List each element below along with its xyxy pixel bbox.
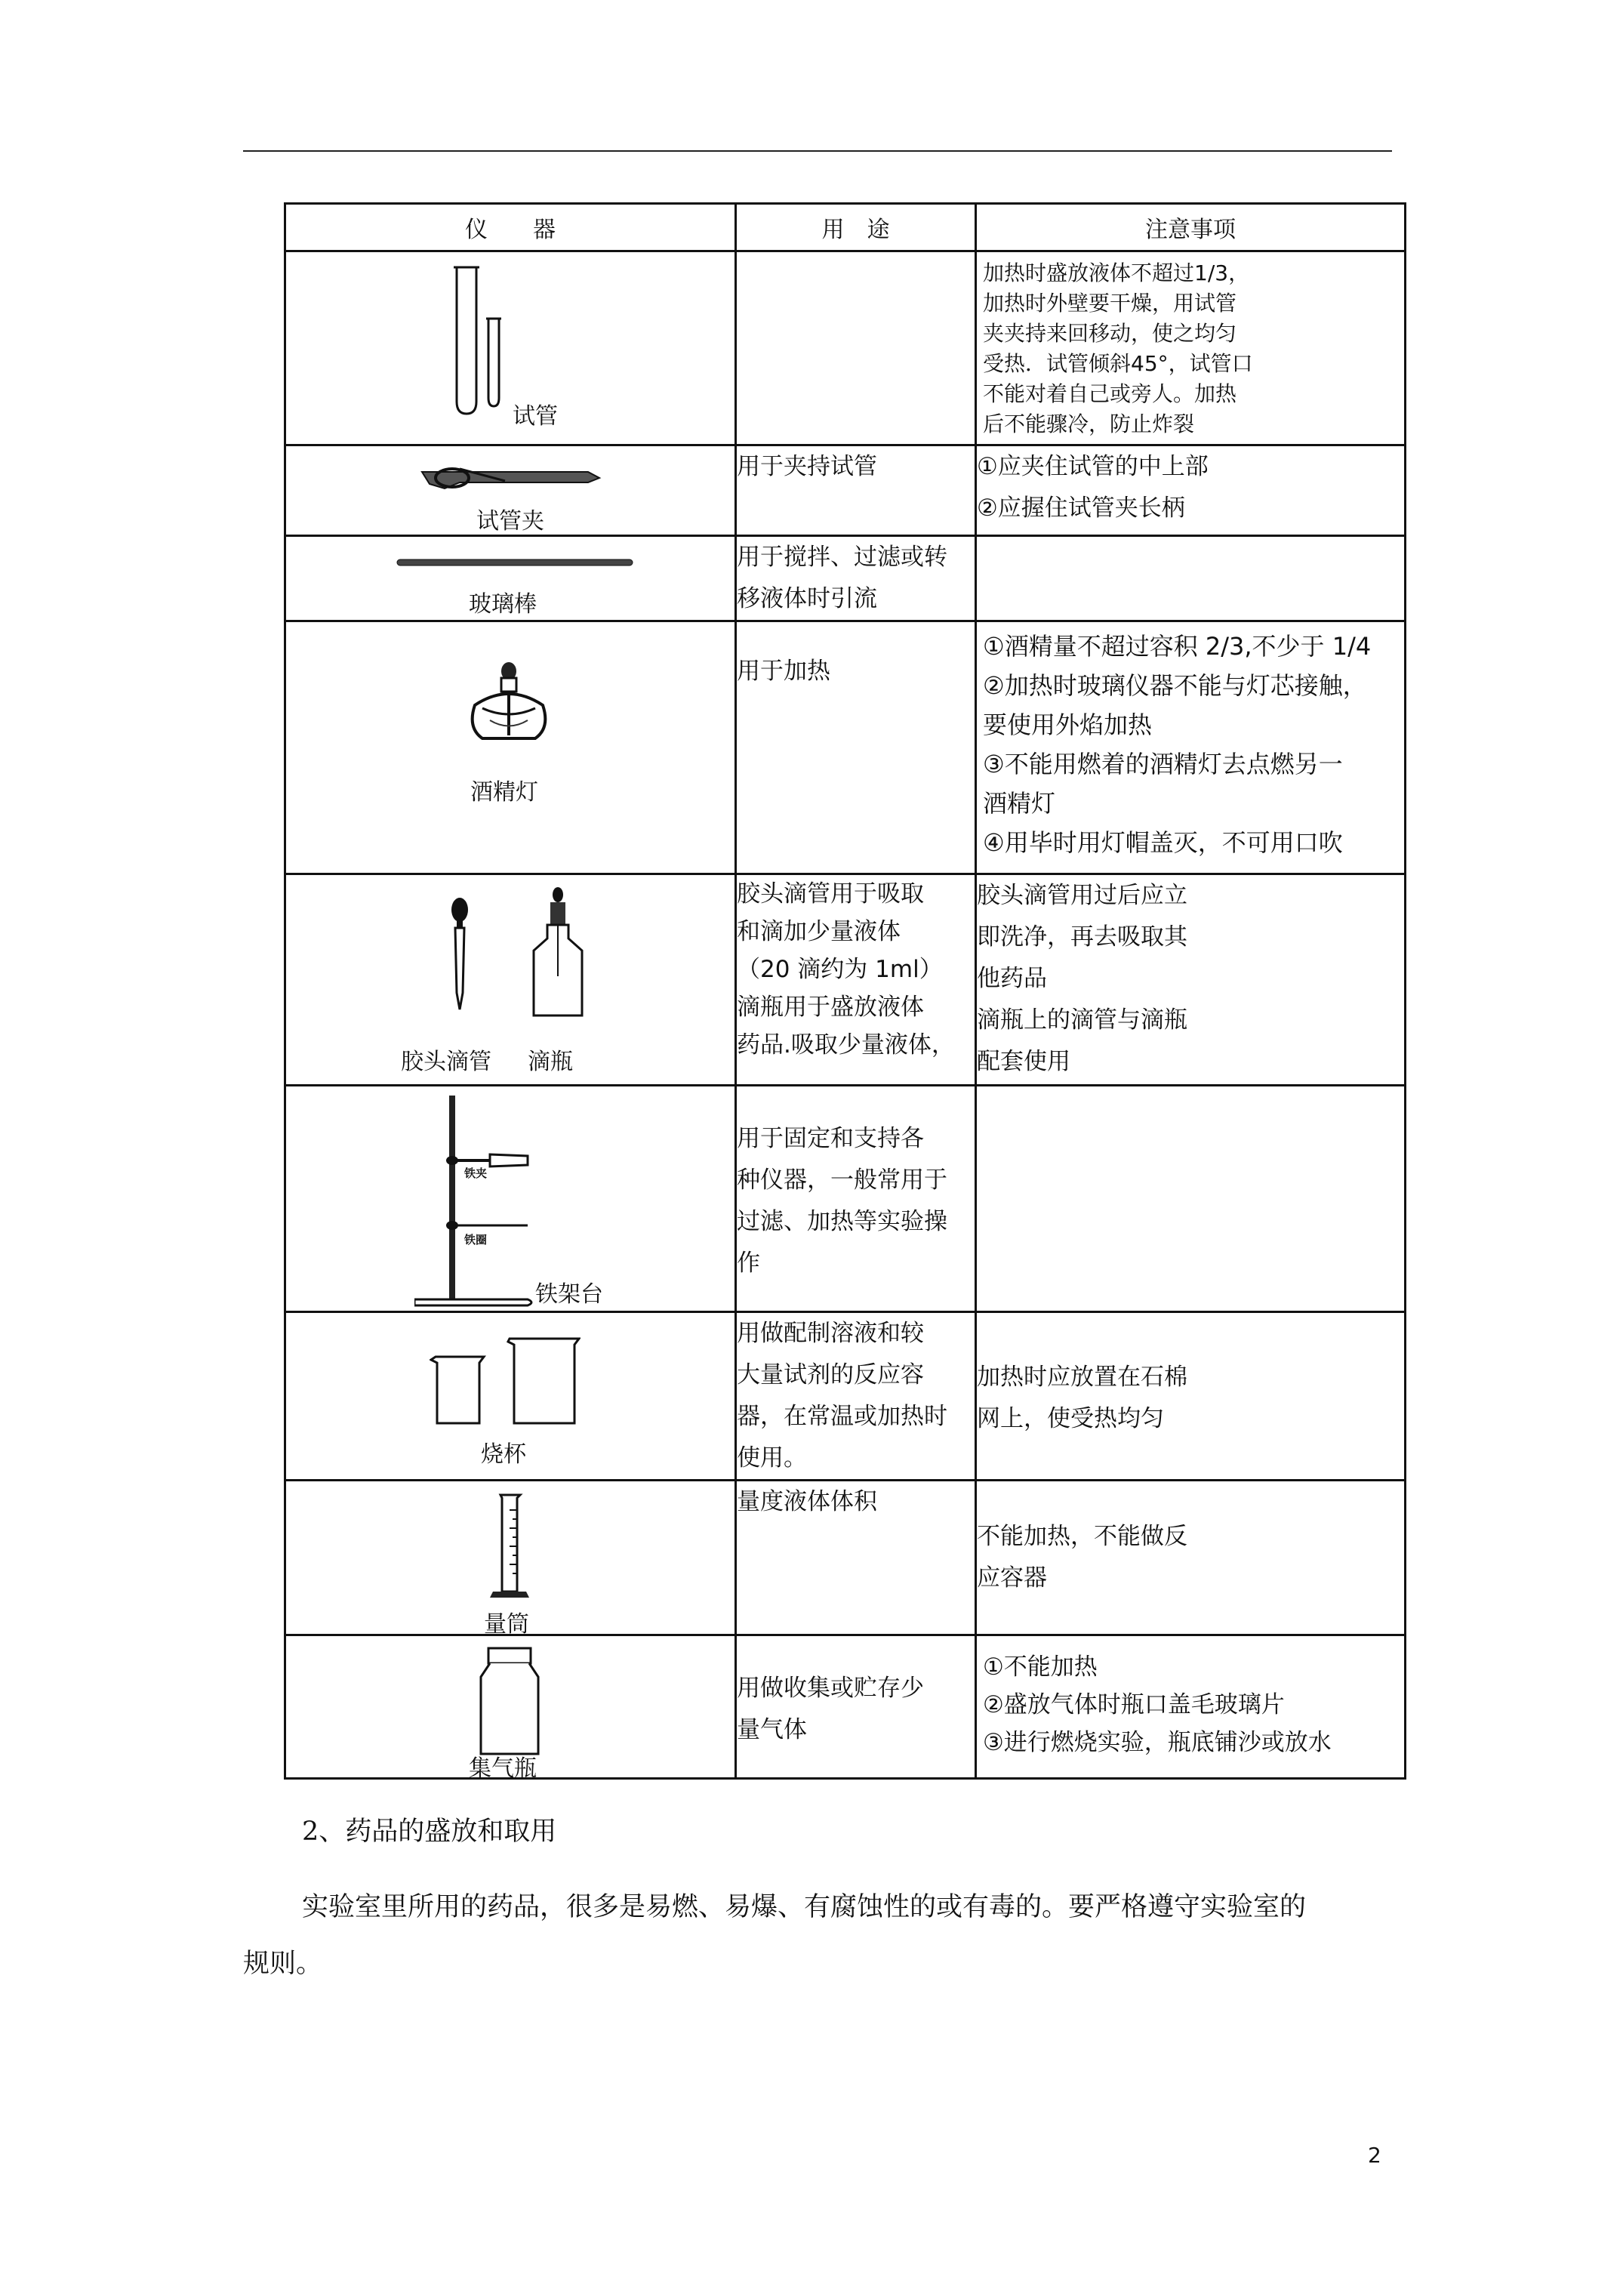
paragraph-line-2: 规则。	[243, 1949, 323, 1979]
glass-rod-icon	[396, 555, 637, 570]
note-line: ①不能加热	[983, 1653, 1098, 1681]
header-notes: 注意事项	[976, 204, 1406, 251]
usage-line: 移液体时引流	[737, 585, 877, 612]
instrument-name: 酒精灯	[470, 779, 538, 806]
note-line: ②加热时玻璃仪器不能与灯芯接触，	[983, 671, 1367, 700]
instrument-name: 集气瓶	[469, 1755, 537, 1782]
instrument-cell	[285, 1086, 736, 1312]
usage-cell	[736, 1312, 976, 1481]
instrument-cell	[285, 621, 736, 874]
header-usage: 用 途	[736, 204, 976, 251]
gas-jar-icon	[472, 1647, 547, 1760]
instrument-name-2: 滴瓶	[528, 1049, 573, 1075]
usage-line: 器，在常温或加热时	[737, 1403, 947, 1430]
table-row	[285, 621, 1406, 874]
note-line: ②盛放气体时瓶口盖毛玻璃片	[983, 1691, 1285, 1718]
table-row	[285, 1312, 1406, 1481]
notes-cell	[976, 251, 1406, 445]
usage-line: 量度液体体积	[737, 1488, 877, 1515]
notes-cell	[976, 1086, 1406, 1312]
usage-line: 种仪器，一般常用于	[737, 1166, 947, 1194]
test-tube-icon	[452, 266, 505, 417]
iron-ring-label: 铁圈	[464, 1233, 488, 1247]
table-row	[285, 536, 1406, 621]
notes-cell	[976, 621, 1406, 874]
instrument-cell	[285, 1481, 736, 1638]
table-row	[285, 874, 1406, 1086]
usage-line: 滴瓶用于盛放液体	[737, 994, 924, 1021]
usage-line: 大量试剂的反应容	[737, 1361, 924, 1388]
notes-cell	[976, 874, 1406, 1086]
instrument-name: 试管	[513, 403, 558, 430]
note-line: 要使用外焰加热	[983, 710, 1153, 739]
notes-cell	[976, 1312, 1406, 1481]
note-line: 滴瓶上的滴管与滴瓶	[977, 1006, 1187, 1034]
usage-line: （20 滴约为 1ml）	[737, 956, 943, 983]
usage-cell	[736, 1481, 976, 1635]
note-line: 网上，使受热均匀	[977, 1405, 1164, 1432]
instrument-name: 量筒	[484, 1611, 529, 1638]
notes-cell	[976, 445, 1406, 536]
usage-line: 用于夹持试管	[737, 453, 877, 480]
instrument-cell	[285, 1312, 736, 1481]
usage-cell	[736, 536, 976, 621]
table-row	[285, 1481, 1406, 1635]
instrument-name: 试管夹	[476, 508, 544, 535]
usage-line: 药品.吸取少量液体，	[737, 1031, 955, 1059]
instrument-cell	[285, 251, 736, 445]
alcohol-lamp-icon	[460, 660, 558, 750]
beaker-icon	[430, 1334, 581, 1432]
graduated-cylinder-icon	[488, 1492, 534, 1605]
table-row	[285, 1086, 1406, 1312]
instrument-cell	[285, 874, 736, 1086]
table-row	[285, 251, 1406, 445]
usage-cell	[736, 445, 976, 536]
header-rule	[243, 150, 1392, 152]
paragraph-line-1: 实验室里所用的药品，很多是易燃、易爆、有腐蚀性的或有毒的。要严格遵守实验室的	[302, 1892, 1307, 1922]
note-line: 受热．试管倾斜45°，试管口	[983, 351, 1253, 376]
usage-line: 作	[737, 1250, 760, 1277]
notes-cell	[976, 1481, 1406, 1635]
usage-line: 胶头滴管用于吸取	[737, 880, 924, 908]
notes-cell	[976, 536, 1406, 621]
instrument-name: 铁架台	[535, 1281, 603, 1308]
usage-line: 用于加热	[737, 658, 830, 685]
note-line: ③不能用燃着的酒精灯去点燃另一	[983, 750, 1343, 778]
note-line: 应容器	[977, 1564, 1047, 1592]
instrument-cell	[285, 1635, 736, 1782]
header-instrument: 仪 器	[285, 204, 736, 251]
usage-cell	[736, 251, 976, 445]
usage-line: 过滤、加热等实验操	[737, 1208, 947, 1235]
usage-line: 用做收集或贮存少	[737, 1675, 924, 1702]
table-row	[285, 1635, 1406, 1779]
usage-line: 和滴加少量液体	[737, 918, 901, 945]
usage-line: 使用。	[737, 1444, 807, 1472]
iron-clamp-label: 铁夹	[464, 1166, 488, 1180]
test-tube-holder-icon	[414, 461, 603, 499]
section-heading: 2、药品的盛放和取用	[302, 1817, 557, 1847]
instrument-name: 胶头滴管	[401, 1049, 491, 1075]
note-line: 加热时应放置在石棉	[977, 1364, 1187, 1391]
usage-line: 用于固定和支持各	[737, 1125, 924, 1152]
note-line: 配套使用	[977, 1048, 1070, 1075]
usage-line: 用做配制溶液和较	[737, 1320, 924, 1347]
note-line: ①应夹住试管的中上部	[977, 453, 1209, 480]
page-number: 2	[1368, 2143, 1381, 2168]
note-line: 加热时外壁要干燥，用试管	[983, 291, 1237, 316]
usage-cell	[736, 1086, 976, 1312]
note-line: ①酒精量不超过容积 2/3,不少于 1/4	[983, 632, 1372, 661]
table-row	[285, 445, 1406, 536]
note-line: 加热时盛放液体不超过1/3，	[983, 260, 1250, 285]
usage-cell	[736, 621, 976, 874]
instrument-cell	[285, 445, 736, 536]
note-line: ③进行燃烧实验，瓶底铺沙或放水	[983, 1729, 1332, 1756]
note-line: 胶头滴管用过后应立	[977, 882, 1187, 909]
usage-line: 用于搅拌、过滤或转	[737, 544, 947, 571]
note-line: 不能对着自己或旁人。加热	[983, 381, 1237, 406]
usage-cell	[736, 874, 976, 1086]
note-line: ④用毕时用灯帽盖灭，不可用口吹	[983, 828, 1343, 857]
table-header-row	[285, 204, 1406, 251]
instrument-cell	[285, 536, 736, 621]
dropper-icon	[445, 896, 475, 1017]
note-line: 即洗净，再去吸取其	[977, 923, 1187, 951]
note-line: 不能加热，不能做反	[977, 1523, 1187, 1550]
note-line: ②应握住试管夹长柄	[977, 495, 1185, 522]
note-line: 后不能骤冷，防止炸裂	[983, 411, 1195, 436]
note-line: 他药品	[977, 965, 1047, 992]
note-line: 酒精灯	[983, 789, 1056, 818]
instrument-table	[284, 202, 1406, 1780]
usage-cell	[736, 1635, 976, 1779]
instrument-name: 烧杯	[481, 1441, 526, 1468]
dropper-bottle-icon	[528, 886, 588, 1022]
note-line: 夹夹持来回移动，使之均匀	[983, 321, 1237, 346]
instrument-name: 玻璃棒	[469, 591, 537, 618]
notes-cell	[976, 1635, 1406, 1779]
usage-line: 量气体	[737, 1716, 807, 1743]
